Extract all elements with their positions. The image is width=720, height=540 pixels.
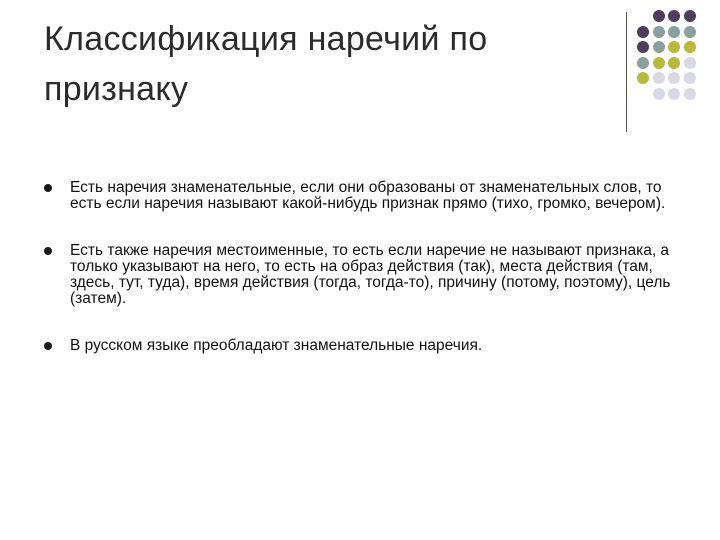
decorative-dot	[653, 41, 665, 53]
decorative-dot	[684, 41, 696, 53]
decorative-dot	[684, 10, 696, 22]
decorative-dot	[653, 10, 665, 22]
decorative-dot	[684, 72, 696, 84]
decorative-dot	[668, 57, 680, 69]
bullet-marker-icon	[44, 342, 52, 350]
bullet-item	[44, 180, 684, 212]
decorative-dot	[637, 41, 649, 53]
slide-title: Классификация наречий по признаку	[44, 20, 488, 108]
bullet-marker-icon	[44, 184, 52, 192]
title-divider	[626, 12, 627, 132]
decorative-dot	[684, 26, 696, 38]
bullet-marker-icon	[44, 247, 52, 255]
bullet-item	[44, 243, 684, 307]
decorative-dot	[684, 88, 696, 100]
decorative-dot	[637, 72, 649, 84]
bullet-text: В русском языке преобладают знаменательные наречия.	[70, 337, 483, 354]
decorative-dot	[653, 26, 665, 38]
bullet-text: Есть наречия знаменательные, если они образованы от знаменательных слов, то есть если наречия называют какой-нибудь признак прямо (тихо, громко, вечером).	[70, 179, 666, 212]
decorative-dot	[668, 26, 680, 38]
decorative-dot	[653, 72, 665, 84]
decorative-dot	[668, 41, 680, 53]
decorative-dot	[668, 88, 680, 100]
decorative-dot	[668, 72, 680, 84]
decorative-dot	[637, 57, 649, 69]
decorative-dot	[637, 26, 649, 38]
decorative-dot	[653, 57, 665, 69]
decorative-dot	[684, 57, 696, 69]
bullet-list	[44, 180, 684, 354]
decorative-dot	[653, 88, 665, 100]
bullet-text: Есть также наречия местоименные, то есть если наречие не называют признака, а только указывают на него, то есть на образ действия (так), места действия (там, здесь, тут, туда), время действия (тогда, тогда-то), причину (потому, поэтому), цель (затем).	[70, 242, 671, 307]
decorative-dot-grid	[637, 10, 717, 120]
decorative-dot	[668, 10, 680, 22]
bullet-item	[44, 338, 684, 354]
